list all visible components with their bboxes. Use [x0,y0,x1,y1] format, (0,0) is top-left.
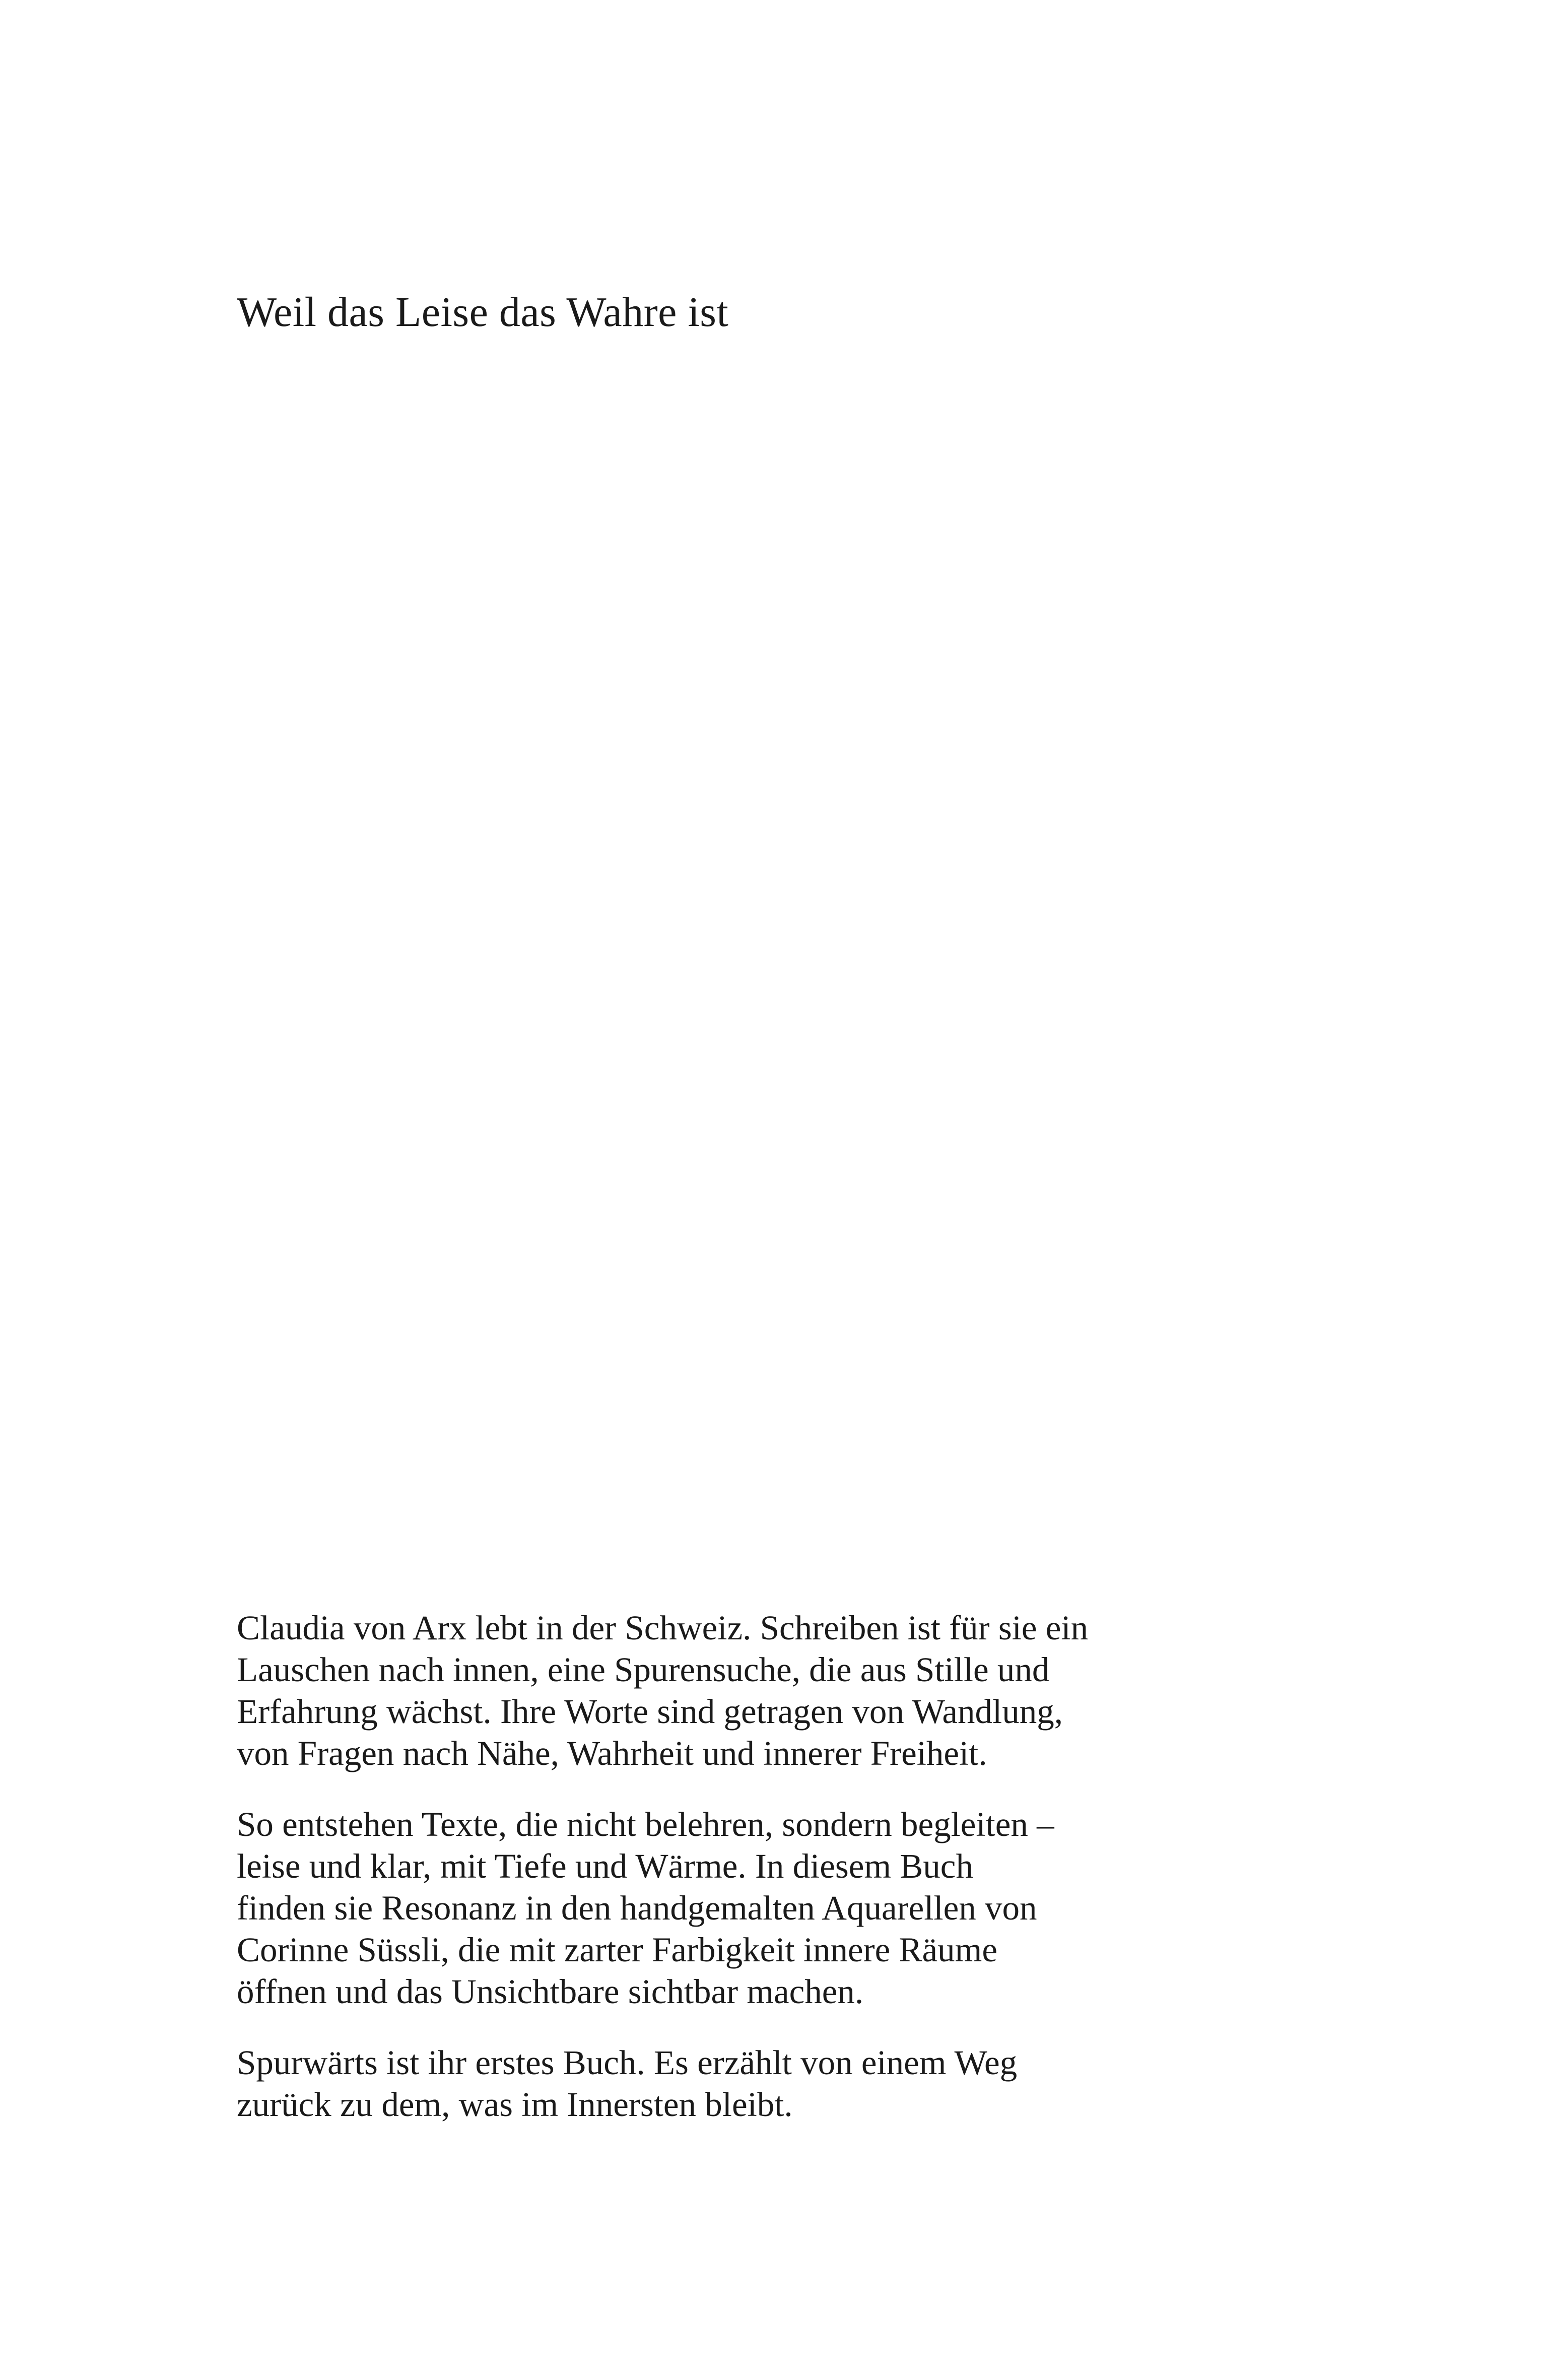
bio-line: Erfahrung wächst. Ihre Worte sind getragen von Wandlung, [237,1692,1063,1731]
bio-line: So entstehen Texte, die nicht belehren, sondern begleiten – [237,1805,1054,1843]
bio-line: finden sie Resonanz in den handgemalten Aquarellen von [237,1889,1037,1927]
bio-line: zurück zu dem, was im Innersten bleibt. [237,2085,793,2124]
bio-paragraph-1 [237,1607,1174,1774]
bio-paragraph-2 [237,1804,1174,2013]
bio-line: Corinne Süssli, die mit zarter Farbigkeit innere Räume [237,1931,997,1969]
bio-line: Lauschen nach innen, eine Spurensuche, die aus Stille und [237,1650,1050,1689]
bio-line: von Fragen nach Nähe, Wahrheit und innerer Freiheit. [237,1734,987,1772]
author-bio [237,1607,1174,2155]
epigraph: Weil das Leise das Wahre ist [237,289,729,336]
bio-line: leise und klar, mit Tiefe und Wärme. In diesem Buch [237,1847,973,1885]
bio-line: Claudia von Arx lebt in der Schweiz. Schreiben ist für sie ein [237,1609,1089,1647]
bio-line: Spurwärts ist ihr erstes Buch. Es erzählt von einem Weg [237,2043,1018,2082]
bio-line: öffnen und das Unsichtbare sichtbar machen. [237,1972,864,2011]
bio-paragraph-3 [237,2042,1174,2126]
